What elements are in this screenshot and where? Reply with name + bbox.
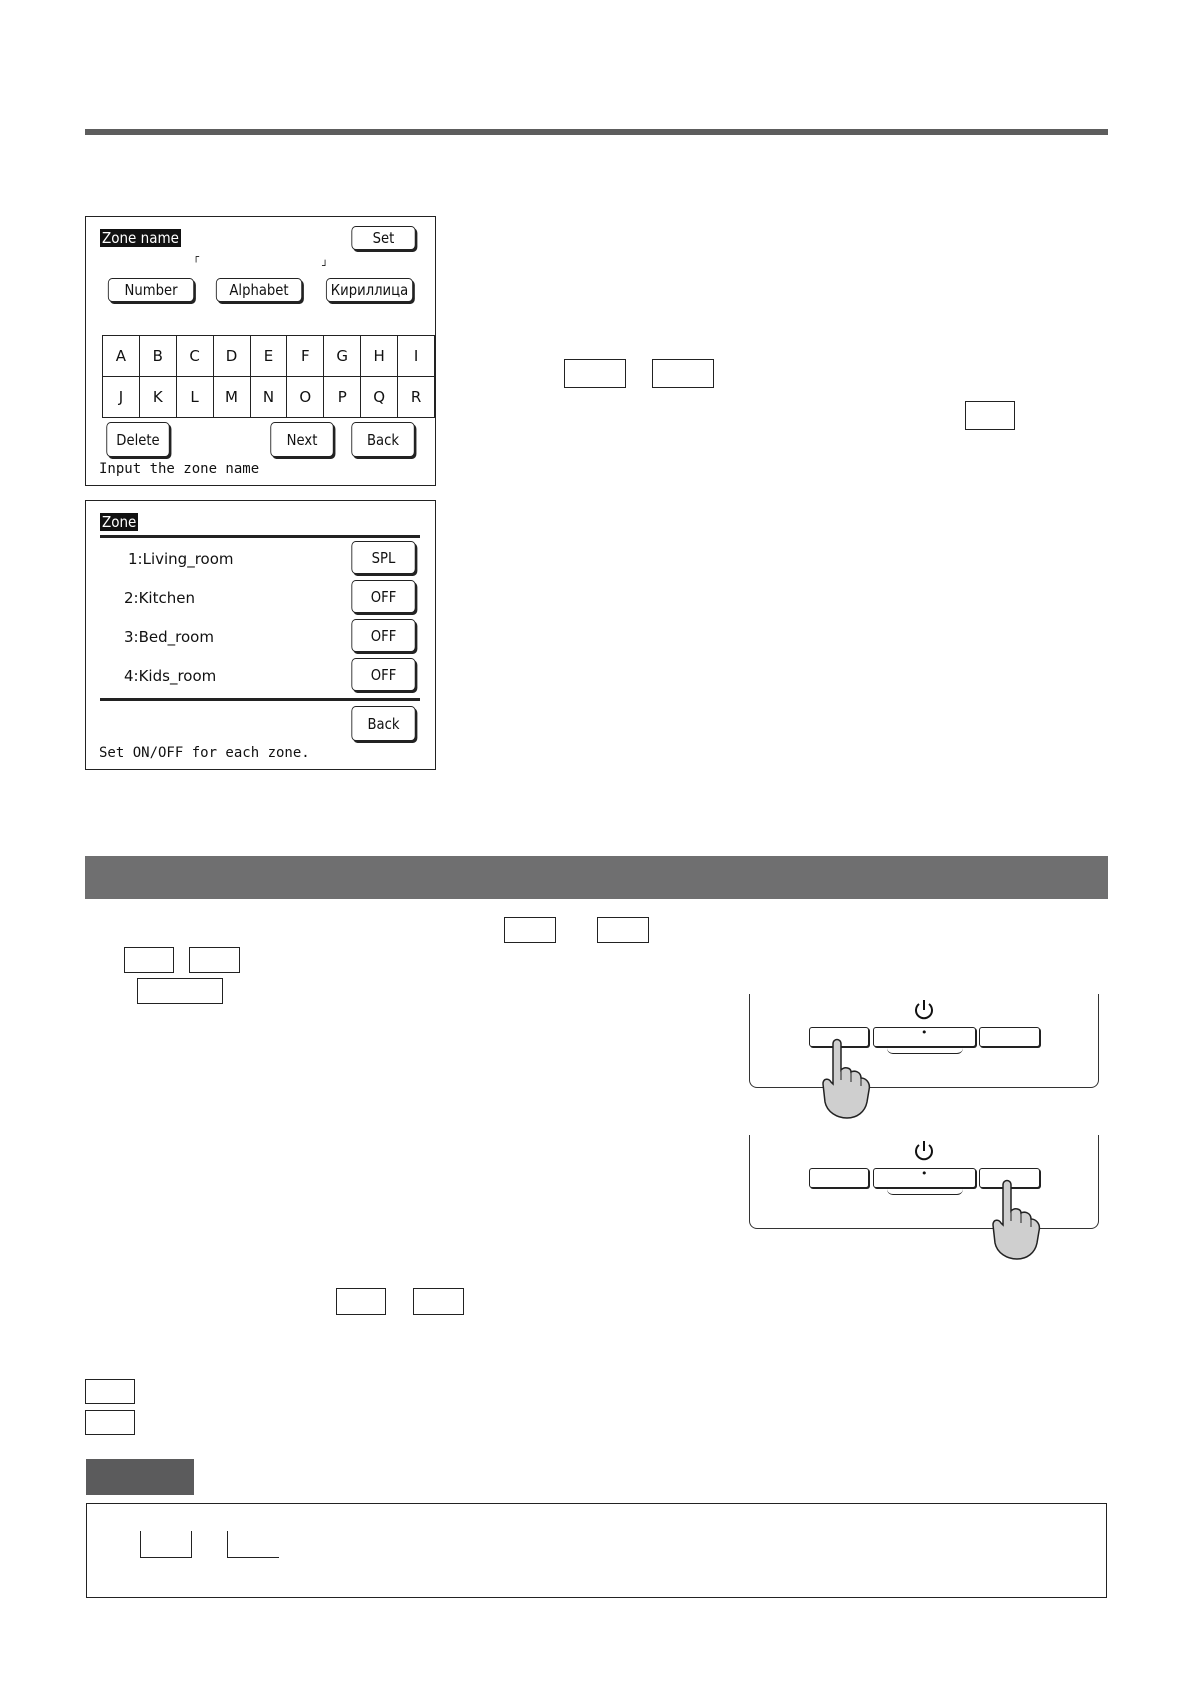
zone-screen: [85, 500, 436, 770]
status-message: Input the zone name: [99, 461, 260, 477]
key-n[interactable]: N: [250, 377, 287, 418]
zone-name-2: 2:Kitchen: [124, 589, 195, 607]
zone-title: Zone: [102, 513, 137, 531]
power-icon: [912, 998, 936, 1022]
set-button[interactable]: Set: [351, 226, 415, 250]
button-reference-box: [336, 1288, 386, 1315]
center-arc: [887, 1048, 963, 1054]
back-button[interactable]: Back: [351, 422, 414, 457]
zone-3-state-button[interactable]: OFF: [351, 619, 415, 652]
button-reference-box: [124, 947, 174, 973]
number-mode-button[interactable]: Number: [108, 278, 194, 302]
button-reference-box: [137, 978, 223, 1004]
section-header-bar: [85, 856, 1108, 899]
key-c[interactable]: C: [176, 336, 213, 377]
key-f[interactable]: F: [287, 336, 324, 377]
pressing-hand-icon: [819, 1036, 879, 1120]
button-reference-box: [504, 917, 556, 943]
zone-name-4: 4:Kids_room: [124, 667, 217, 685]
bracket-close: ┘: [322, 261, 329, 272]
key-b[interactable]: B: [139, 336, 176, 377]
key-j[interactable]: J: [103, 377, 140, 418]
button-reference-box: [85, 1410, 135, 1435]
remote-illustration-right-press: [749, 1135, 1099, 1261]
key-k[interactable]: K: [139, 377, 176, 418]
divider: [100, 535, 420, 538]
button-reference-box: [85, 1379, 135, 1404]
button-reference-box: [227, 1531, 279, 1558]
key-l[interactable]: L: [176, 377, 213, 418]
key-o[interactable]: O: [287, 377, 324, 418]
pressing-hand-icon: [989, 1177, 1049, 1261]
key-a[interactable]: A: [103, 336, 140, 377]
zone-2-state-button[interactable]: OFF: [351, 580, 415, 613]
button-reference-box: [140, 1531, 192, 1558]
key-g[interactable]: G: [324, 336, 361, 377]
right-button[interactable]: [979, 1027, 1040, 1047]
divider: [100, 698, 420, 701]
center-mark: •: [921, 1026, 928, 1039]
next-button[interactable]: Next: [270, 422, 333, 457]
button-reference-box: [413, 1288, 464, 1315]
bracket-open: ┌: [193, 252, 200, 263]
zone-1-state-button[interactable]: SPL: [351, 541, 415, 574]
button-reference-box: [564, 359, 626, 388]
key-e[interactable]: E: [250, 336, 287, 377]
key-m[interactable]: M: [213, 377, 250, 418]
zone-name-screen: [85, 216, 436, 486]
zone-name-1: 1:Living_room: [128, 550, 234, 568]
button-reference-box: [965, 401, 1015, 430]
key-h[interactable]: H: [361, 336, 398, 377]
note-tab: [86, 1459, 194, 1495]
key-q[interactable]: Q: [361, 377, 398, 418]
power-icon: [912, 1139, 936, 1163]
character-keypad: [102, 335, 435, 418]
note-box: [86, 1503, 1107, 1598]
zone-name-3: 3:Bed_room: [124, 628, 214, 646]
delete-button[interactable]: Delete: [106, 422, 169, 457]
cyrillic-mode-button[interactable]: Кириллица: [326, 278, 413, 302]
header-rule: [85, 129, 1108, 135]
center-arc: [887, 1189, 963, 1195]
alphabet-mode-button[interactable]: Alphabet: [216, 278, 302, 302]
remote-illustration-left-press: [749, 994, 1099, 1120]
center-mark: •: [921, 1167, 928, 1180]
back-button[interactable]: Back: [351, 706, 415, 741]
zone-4-state-button[interactable]: OFF: [351, 658, 415, 691]
zone-name-title: Zone name: [102, 229, 179, 247]
left-button[interactable]: [809, 1168, 869, 1188]
key-d[interactable]: D: [213, 336, 250, 377]
key-p[interactable]: P: [324, 377, 361, 418]
key-i[interactable]: I: [398, 336, 435, 377]
button-reference-box: [652, 359, 714, 388]
status-message: Set ON/OFF for each zone.: [99, 745, 310, 761]
button-reference-box: [189, 947, 240, 973]
button-reference-box: [597, 917, 649, 943]
key-r[interactable]: R: [398, 377, 435, 418]
